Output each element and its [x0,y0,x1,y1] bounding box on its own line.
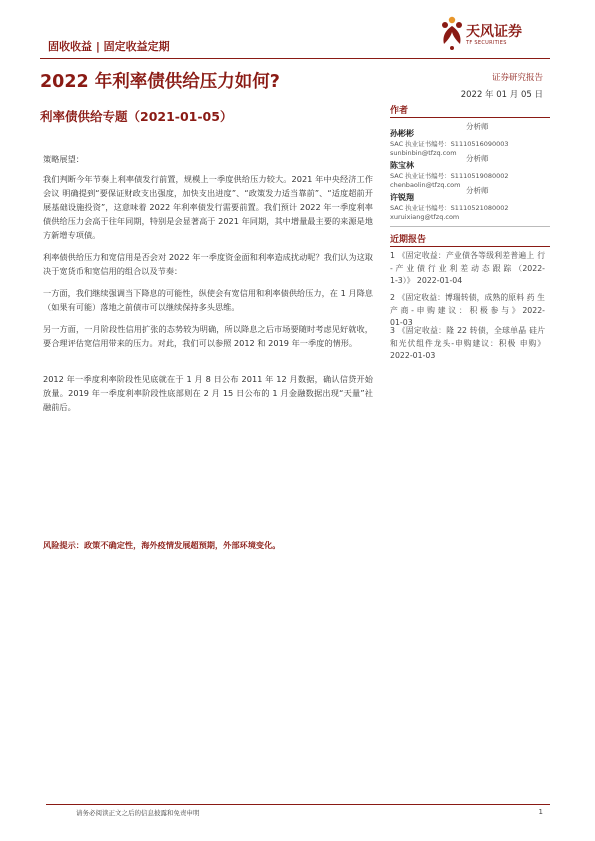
risk-warning: 风险提示：政策不确定性，海外疫情发展超预期，外部环境变化。 [43,540,281,550]
related-divider [390,246,550,247]
author-name: 陈宝林 [390,161,414,170]
logo-text: 天风证券 [466,24,522,40]
report-title: 2022 年利率债供给压力如何? [40,72,280,92]
author-email[interactable]: sunbinbin@tfzq.com [390,149,457,157]
body-section [43,286,373,314]
footer-divider [46,804,550,805]
related-report-number: 1 [390,251,395,260]
authors-divider [390,117,550,118]
related-section-title: 近期报告 [390,235,427,245]
related-report-item[interactable] [390,250,545,288]
author-email[interactable]: xuruixiang@tfzq.com [390,213,460,221]
related-report-text: 《固定收益：产业债各等级利差普遍上 行 - 产 业 债 行 业 利 差 动 态 跟 踪 （2022-1-3）》 2022-01-04 [390,251,545,285]
body-paragraph: 利率债供给压力和宽信用是否会对 2022 年一季度资金面和利率造成扰动呢？我们认为这取决于宽货币和宽信用的组合以及节奏： [43,252,373,276]
author-role: 分析师 [466,186,489,195]
header-divider [40,58,550,59]
author-sac: SAC 执业证书编号：S1110519080002 [390,172,509,180]
body-section [43,372,373,414]
author-role: 分析师 [466,122,489,131]
related-top-divider [390,226,550,227]
body-paragraph: 我们判断今年节奏上利率债发行前置，规模上一季度供给压力较大。2021 年中央经济工作会议 明确提到“要保证财政支出强度，加快支出进度”、“政策发力适当靠前”、“适度超前开展基础设施投资”，这意味着 2022 年利率债发行需要前置。我们预计 2022 年一季度利率债供给压力会高于往年同期，特别是会显著高于 2021 年同期，其中增量最主要的来源是地方新增专项债。 [43,174,373,240]
page-number: 1 [538,808,543,816]
body-section [43,250,373,278]
authors-section-title: 作者 [390,106,409,116]
author-sac: SAC 执业证书编号：S1110516090003 [390,140,509,148]
related-report-item[interactable] [390,325,545,363]
author-role: 分析师 [466,154,489,163]
report-type-label: 证券研究报告 [491,73,543,83]
footer-disclaimer: 请务必阅读正文之后的信息披露和免责申明 [76,809,200,817]
body-heading [43,152,373,166]
logo-subtext: TF SECURITIES [466,40,507,46]
author-name: 许锐翔 [390,193,414,202]
tf-securities-logo-icon [438,14,466,52]
author-name: 孙彬彬 [390,129,414,138]
related-report-text: 《固定收益：隆 22 转债，全球单晶 硅片和光伏组件龙头-申购建议：积极 申购》 2022-01-03 [390,326,545,360]
related-report-number: 3 [390,326,395,335]
body-section [43,172,373,242]
body-paragraph: 另一方面，一月阶段性信用扩张的态势较为明确，所以降息之后市场要随时考虑见好就收，要合理评估宽信用带来的压力。对此，我们可以参照 2012 和 2019 年一季度的情形。 [43,324,373,348]
related-report-item[interactable] [390,292,545,330]
report-date: 2022 年 01 月 05 日 [460,90,543,100]
related-report-number: 2 [390,293,395,302]
report-subtitle: 利率债供给专题（2021-01-05） [40,109,233,124]
body-paragraph: 一方面，我们继续强调当下降息的可能性，纵使会有宽信用和利率债供给压力，在 1 月降息（如果有可能）落地之前债市可以继续保持多头思维。 [43,288,373,312]
author-card [390,185,550,222]
related-report-text: 《固定收益：博瑞转债，成熟的原料 药 生 产 商 - 申 购 建 议 ： 积 极 参 与 》 2022-01-03 [390,293,545,327]
report-category: 固收收益 | 固定收益定期 [48,40,170,53]
author-sac: SAC 执业证书编号：S1110521080002 [390,204,509,212]
body-paragraph: 2012 年一季度利率阶段性见底就在于 1 月 8 日公布 2011 年 12 月数据，确认信贷开始放量。2019 年一季度利率阶段性底部则在 2 月 15 日公布的 1 月金融数据出现“天量”社融前后。 [43,374,373,412]
body-section [43,322,373,350]
body-paragraph: 策略展望： [43,154,84,164]
author-email[interactable]: chenbaolin@tfzq.com [390,181,461,189]
